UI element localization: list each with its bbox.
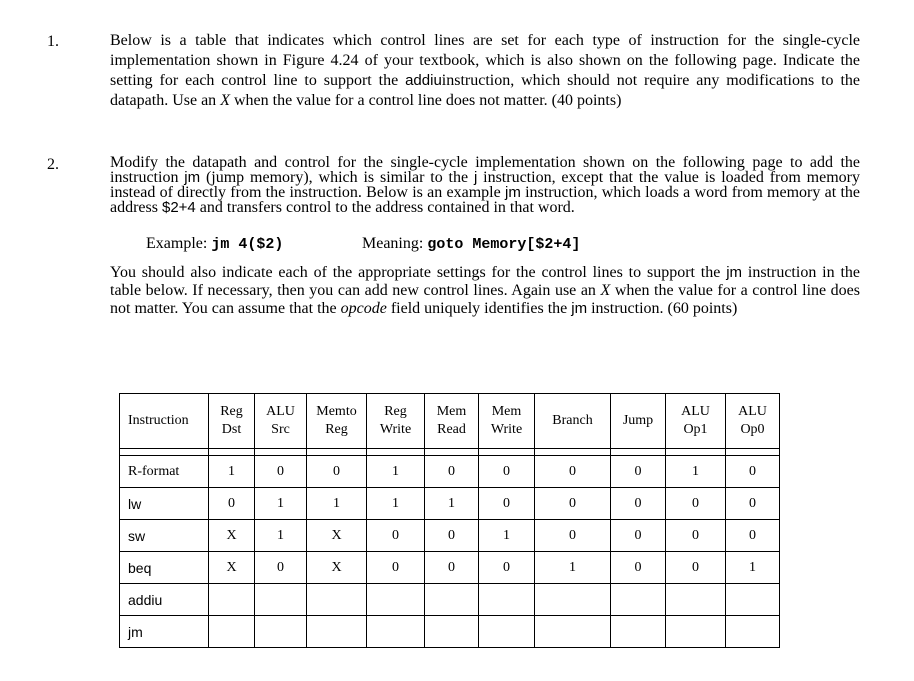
table-cell: 0 xyxy=(535,456,611,488)
item-number-1: 1. xyxy=(47,33,59,50)
table-cell: 0 xyxy=(367,520,425,552)
column-header xyxy=(535,394,611,449)
spacer-cell xyxy=(209,449,255,456)
item-number-2: 2. xyxy=(47,156,59,173)
table-cell: 0 xyxy=(255,456,307,488)
p3-x: X xyxy=(600,282,611,299)
p3-text-d: field uniquely identifies the xyxy=(386,300,572,317)
column-header-line2: Op1 xyxy=(683,422,708,437)
row-instruction-name: beq xyxy=(120,552,209,584)
column-header-line1: Mem xyxy=(436,404,467,419)
table-cell: 1 xyxy=(367,456,425,488)
spacer-cell xyxy=(120,449,209,456)
table-cell xyxy=(307,584,367,616)
table-cell: 1 xyxy=(255,488,307,520)
table-cell: 0 xyxy=(611,520,666,552)
item-2-text-a: Modify the datapath and control for the single-cycle implementation shown on the following page to add the instruction xyxy=(110,154,860,186)
item-2-text-c: instruction, except that the value is loaded from memory instead of directly from the instruction. Below is an example xyxy=(110,169,860,201)
table-cell: X xyxy=(307,552,367,584)
column-header xyxy=(209,394,255,449)
column-header xyxy=(479,394,535,449)
header-row xyxy=(120,394,780,449)
p3-opcode: opcode xyxy=(340,300,387,317)
table-cell xyxy=(611,616,666,648)
table-cell: 0 xyxy=(726,456,780,488)
table-cell xyxy=(367,616,425,648)
column-header-line1: Mem xyxy=(491,404,522,419)
example-code: jm 4($2) xyxy=(211,236,284,253)
column-header xyxy=(611,394,666,449)
item-1-code: addiu xyxy=(405,72,442,89)
table-cell: 0 xyxy=(479,456,535,488)
item-2-code1: jm xyxy=(184,169,201,186)
item-2-text xyxy=(110,155,860,215)
table-row xyxy=(120,456,780,488)
table-cell: 1 xyxy=(535,552,611,584)
p3-text-e: instruction. (60 points) xyxy=(587,300,738,317)
spacer-cell xyxy=(666,449,726,456)
item-2-text-d: instruction, which loads a word from memory at the address xyxy=(110,184,861,216)
item-1-x: X xyxy=(220,92,230,109)
table-cell: 0 xyxy=(666,552,726,584)
table-cell xyxy=(666,616,726,648)
item-1-text-c: when the value for a control line does not matter. (40 points) xyxy=(229,92,622,109)
table-cell xyxy=(535,584,611,616)
column-header-line2: Write xyxy=(490,422,523,437)
column-header-line2: Write xyxy=(379,422,412,437)
column-header-line2: Read xyxy=(437,422,466,437)
row-instruction-name: R-format xyxy=(120,456,209,488)
table-instructions xyxy=(110,264,860,318)
column-header xyxy=(726,394,780,449)
table-cell xyxy=(209,584,255,616)
spacer-cell xyxy=(255,449,307,456)
meaning-label: Meaning: xyxy=(362,235,428,252)
table-cell xyxy=(479,616,535,648)
column-header-line1: ALU xyxy=(681,404,710,419)
table-cell: 0 xyxy=(611,552,666,584)
column-header-line2: Src xyxy=(271,422,290,437)
table-cell xyxy=(425,616,479,648)
table-cell: X xyxy=(307,520,367,552)
p3-code1: jm xyxy=(726,264,743,281)
spacer-cell xyxy=(479,449,535,456)
table-cell: 0 xyxy=(307,456,367,488)
item-2-code2: j xyxy=(473,169,478,186)
table-cell: 0 xyxy=(611,456,666,488)
column-header-line2: Dst xyxy=(221,422,242,437)
table-cell xyxy=(535,616,611,648)
column-header-line2: Reg xyxy=(325,422,348,437)
table-row xyxy=(120,488,780,520)
table-row xyxy=(120,616,780,648)
table-cell: X xyxy=(209,552,255,584)
table-row xyxy=(120,520,780,552)
table-row xyxy=(120,584,780,616)
meaning-code: goto Memory[$2+4] xyxy=(427,236,581,253)
example xyxy=(146,235,283,253)
column-header-line1: Jump xyxy=(622,413,654,428)
table-cell: 1 xyxy=(479,520,535,552)
table-cell: 0 xyxy=(726,488,780,520)
spacer-cell xyxy=(367,449,425,456)
column-header xyxy=(255,394,307,449)
column-header-line2: Op0 xyxy=(740,422,765,437)
table-cell xyxy=(255,584,307,616)
item-1-text xyxy=(110,31,860,111)
p3-text-c: when the value for a control line does not matter. You can assume that the xyxy=(110,282,861,317)
column-header-line1: Memto xyxy=(316,404,357,419)
table-cell: 0 xyxy=(255,552,307,584)
table-cell: 0 xyxy=(535,488,611,520)
item-1-text-b: instruction, which should not require any modifications to the datapath. Use an xyxy=(110,72,860,109)
table-cell: 1 xyxy=(307,488,367,520)
column-header-line1: ALU xyxy=(738,404,767,419)
row-instruction-name: lw xyxy=(120,488,209,520)
item-1-text-a: Below is a table that indicates which control lines are set for each type of instruction for the single-cycle implementation shown in Figure 4.24 of your textbook, which is also shown on the following page. Indicate the setting for each control line to support the xyxy=(110,32,860,89)
table-cell: 0 xyxy=(425,552,479,584)
table-cell: 1 xyxy=(666,456,726,488)
p3-text-a: You should also indicate each of the appropriate settings for the control lines to support the xyxy=(110,264,727,281)
column-header xyxy=(666,394,726,449)
p3-code2: jm xyxy=(571,300,588,317)
row-instruction-name: jm xyxy=(120,616,209,648)
table-cell xyxy=(479,584,535,616)
table-cell: 0 xyxy=(479,552,535,584)
table-cell xyxy=(209,616,255,648)
spacer-cell xyxy=(307,449,367,456)
control-table xyxy=(119,393,780,648)
spacer-cell xyxy=(611,449,666,456)
table-cell xyxy=(425,584,479,616)
table-row xyxy=(120,552,780,584)
table-cell: 1 xyxy=(367,488,425,520)
table-cell: 1 xyxy=(726,552,780,584)
table-cell: 0 xyxy=(479,488,535,520)
item-2-text-b: (jump memory), which is similar to the xyxy=(200,169,474,186)
item-2-code4: $2+4 xyxy=(161,199,196,216)
table-cell xyxy=(611,584,666,616)
table-cell: 0 xyxy=(425,520,479,552)
item-2-code3: jm xyxy=(504,184,521,201)
table-cell: 0 xyxy=(425,456,479,488)
column-header-line1: Reg xyxy=(220,404,243,419)
table-cell: 0 xyxy=(367,552,425,584)
column-header-line1: Instruction xyxy=(128,413,189,428)
column-header-line1: Reg xyxy=(384,404,407,419)
row-instruction-name: sw xyxy=(120,520,209,552)
spacer-cell xyxy=(535,449,611,456)
table-cell: 0 xyxy=(666,520,726,552)
table-cell xyxy=(726,616,780,648)
column-header-line1: ALU xyxy=(266,404,295,419)
table-cell: 0 xyxy=(726,520,780,552)
table-cell: 1 xyxy=(425,488,479,520)
table-cell: 0 xyxy=(666,488,726,520)
table-cell xyxy=(666,584,726,616)
row-instruction-name: addiu xyxy=(120,584,209,616)
table-cell xyxy=(255,616,307,648)
column-header xyxy=(307,394,367,449)
meaning xyxy=(362,235,580,253)
table-cell: 0 xyxy=(535,520,611,552)
table-cell: X xyxy=(209,520,255,552)
table-cell: 1 xyxy=(255,520,307,552)
column-header xyxy=(120,394,209,449)
item-2-text-e: and transfers control to the address contained in that word. xyxy=(195,199,575,216)
column-header-line1: Branch xyxy=(552,413,593,428)
header-spacer xyxy=(120,449,780,456)
p3-text-b: instruction in the table below. If necessary, then you can add new control lines. Again use an xyxy=(110,264,860,299)
spacer-cell xyxy=(425,449,479,456)
table-cell xyxy=(307,616,367,648)
table-cell xyxy=(726,584,780,616)
table-cell xyxy=(367,584,425,616)
column-header xyxy=(425,394,479,449)
table-cell: 1 xyxy=(209,456,255,488)
spacer-cell xyxy=(726,449,780,456)
example-label: Example: xyxy=(146,235,212,252)
table-cell: 0 xyxy=(611,488,666,520)
column-header xyxy=(367,394,425,449)
table-cell: 0 xyxy=(209,488,255,520)
